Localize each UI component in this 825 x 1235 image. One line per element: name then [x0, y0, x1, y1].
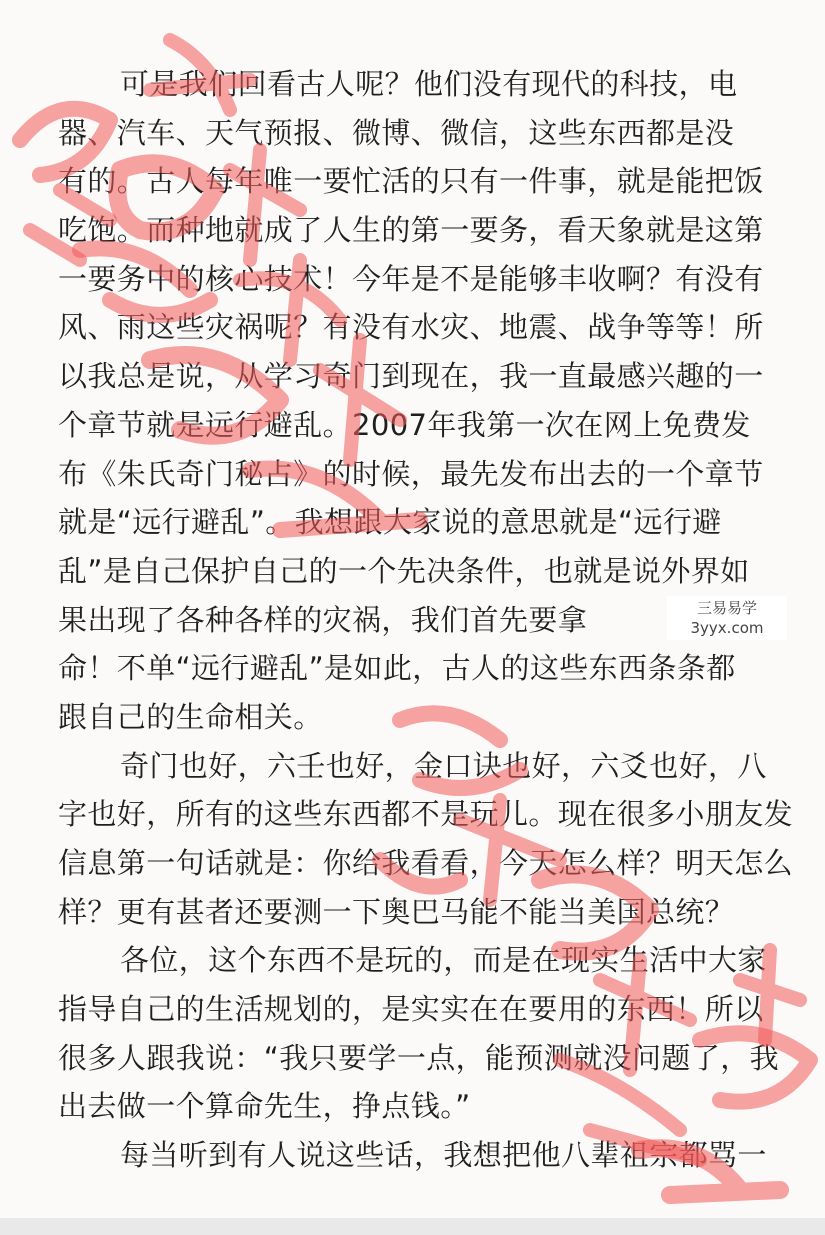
text-line: 乱”是自己保护自己的一个先决条件，也就是说外界如: [58, 553, 750, 588]
text-line: 可是我们回看古人呢？他们没有现代的科技，电: [120, 67, 738, 101]
text-line: 风、雨这些灾祸呢？有没有水灾、地震、战争等等！所: [58, 310, 764, 345]
text-line: 就是“远行避乱”。我想跟大家说的意思就是“远行避: [58, 505, 722, 540]
watermark-name: 三易易学: [696, 599, 757, 617]
text-line: 吃饱。而种地就成了人生的第一要务，看天象就是这第: [58, 213, 764, 248]
text-line: 奇门也好，六壬也好，金口诀也好，六爻也好，八: [120, 748, 767, 783]
text-line: 命！不单“远行避乱”是如此，古人的这些东西条条都: [58, 651, 736, 686]
watermark-url: 3yyx.com: [690, 619, 764, 637]
text-line: 信息第一句话就是：你给我看看，今天怎么样？明天怎么: [58, 846, 794, 880]
text-line: 指导自己的生活规划的，是实实在在要用的东西！所以: [58, 992, 764, 1027]
text-line: 果出现了各种各样的灾祸，我们首先要拿: [58, 602, 588, 637]
bottom-strip: [0, 1218, 825, 1235]
text-line: 很多人跟我说：“我只要学一点，能预测就没问题了，我: [58, 1040, 780, 1075]
text-line: 布《朱氏奇门秘占》的时候，最先发布出去的一个章节: [58, 456, 764, 491]
text-line: 样？更有甚者还要测一下奥巴马能不能当美国总统？: [58, 894, 735, 929]
text-line: 出去做一个算命先生，挣点钱。”: [58, 1089, 471, 1124]
text-line: 器、汽车、天气预报、微博、微信，这些东西都是没: [58, 115, 735, 150]
text-line: 以我总是说，从学习奇门到现在，我一直最感兴趣的一: [58, 359, 764, 394]
text-line: 各位，这个东西不是玩的，而是在现实生活中大家: [120, 943, 767, 978]
site-watermark: [667, 596, 787, 640]
text-line: 每当听到有人说这些话，我想把他八辈祖宗都骂一: [120, 1138, 767, 1173]
text-line: 个章节就是远行避乱。2007年我第一次在网上免费发: [58, 407, 751, 442]
body-text: [58, 60, 794, 1180]
text-line: 字也好，所有的这些东西都不是玩儿。现在很多小朋友发: [58, 797, 794, 832]
text-line: 跟自己的生命相关。: [58, 699, 323, 734]
text-line: 一要务中的核心技术！今年是不是能够丰收啊？有没有: [58, 261, 764, 296]
text-line: 有的。古人每年唯一要忙活的只有一件事，就是能把饭: [58, 164, 764, 199]
